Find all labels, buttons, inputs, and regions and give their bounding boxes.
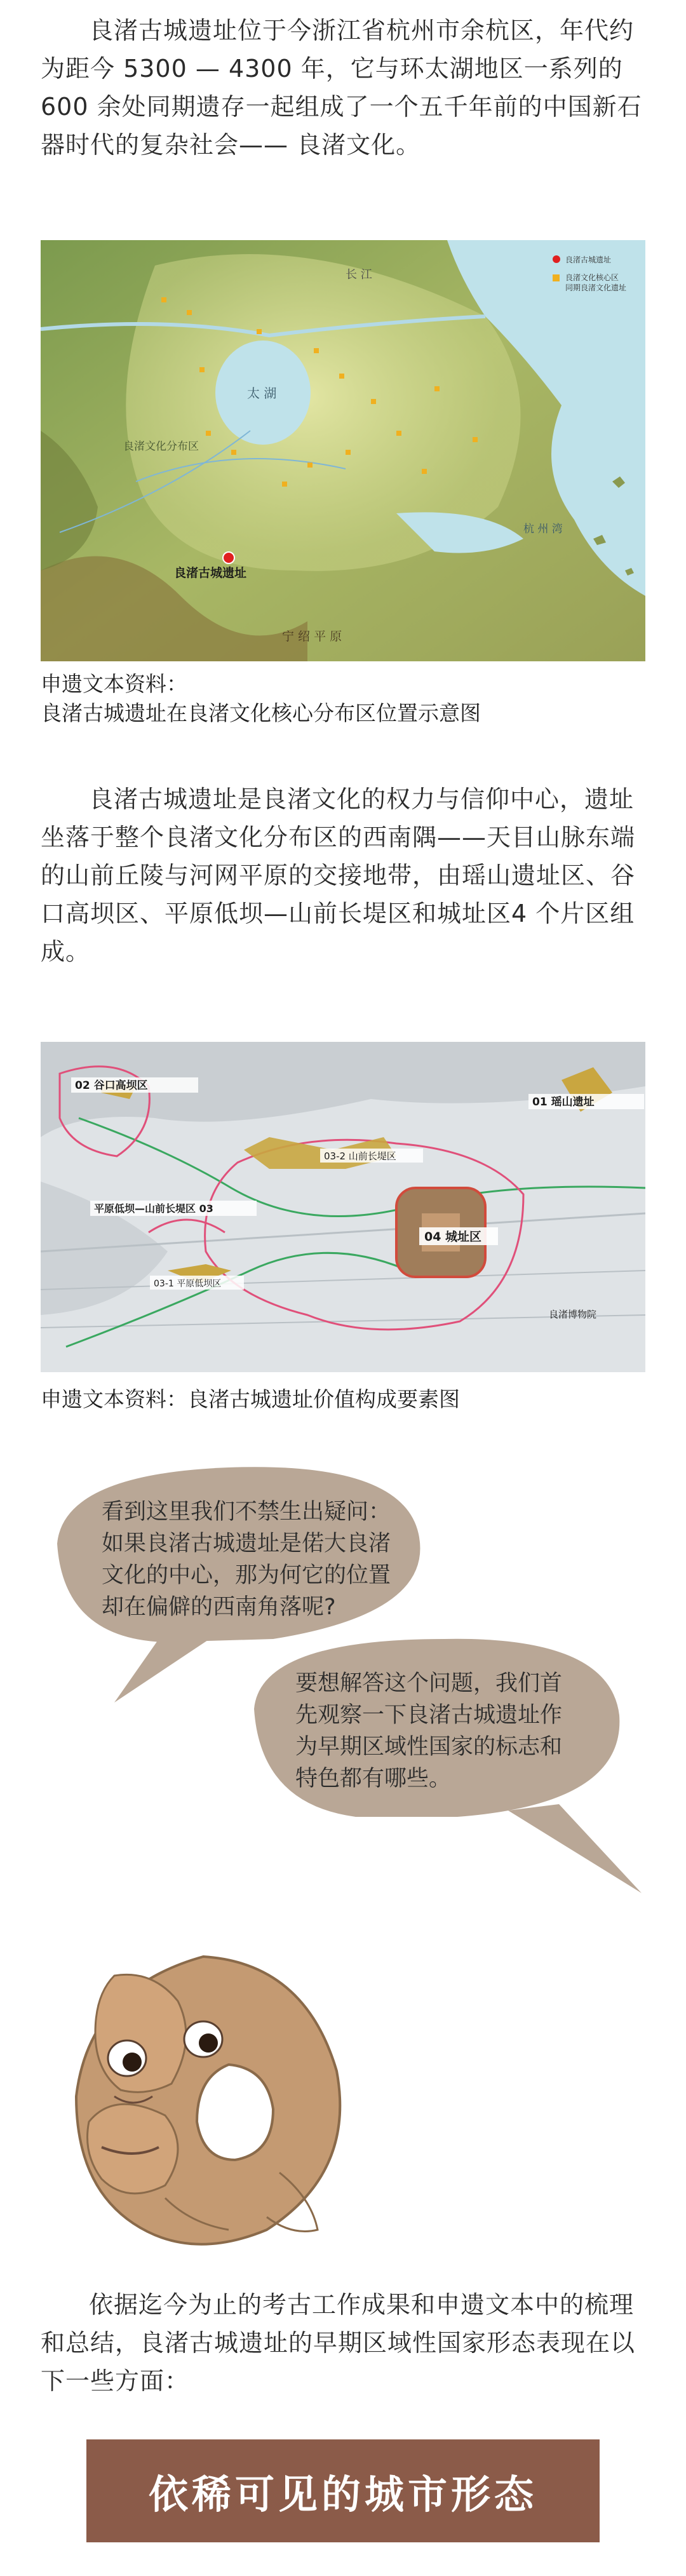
bubble-2-text	[295, 1668, 562, 1795]
section-title: 依稀可见的城市形态	[148, 2471, 537, 2518]
zone-01-label: 01 瑶山遗址	[532, 1096, 595, 1109]
bubble-1-line: 文化的中心，那为何它的位置	[102, 1563, 391, 1588]
distribution-map-graphic	[41, 240, 645, 661]
region-label: 良渚文化分布区	[123, 440, 199, 453]
bubble-1-line: 看到这里我们不禁生出疑问：	[102, 1499, 391, 1525]
final-paragraph: 依据迄今为止的考古工作成果和申遗文本中的梳理和总结，良渚古城遗址的早期区域性国家形态表现在以下一些方面：	[41, 2291, 636, 2395]
river-label: 长 江	[346, 268, 372, 281]
caption-1-line-1: 申遗文本资料：	[41, 671, 187, 696]
lake-label: 太 湖	[247, 386, 277, 401]
site-label: 良渚古城遗址	[174, 566, 247, 580]
value-elements-map-graphic	[41, 1042, 645, 1372]
plain-label: 宁 绍 平 原	[282, 630, 342, 644]
distribution-map	[41, 240, 645, 661]
bubble-1-line: 如果良渚古城遗址是偌大良渚	[102, 1531, 391, 1556]
zone-04-label: 04 城址区	[424, 1230, 482, 1244]
caption-1	[41, 670, 650, 728]
jade-disc-character	[38, 1931, 368, 2262]
caption-1-line-2: 良渚古城遗址在良渚文化核心分布区位置示意图	[41, 701, 481, 725]
zone-03-1-label: 03-1 平原低坝区	[154, 1279, 222, 1289]
bubble-2-line: 要想解答这个问题，我们首	[295, 1671, 563, 1696]
bubble-2-line: 先观察一下良渚古城遗址作	[295, 1703, 563, 1728]
zone-03-2-label: 03-2 山前长堤区	[324, 1150, 396, 1162]
sea-label: 杭 州 湾	[523, 523, 563, 536]
second-paragraph: 良渚古城遗址是良渚文化的权力与信仰中心，遗址坐落于整个良渚文化分布区的西南隅——天目山脉东端的山前丘陵与河网平原的交接地带，由瑶山遗址区、谷口高坝区、平原低坝—山前长堤区和城址区4 个片区组成。	[41, 785, 636, 966]
liangzhu-site-dot	[223, 552, 234, 563]
bubble-2-line: 特色都有哪些。	[295, 1766, 452, 1791]
legend-site: 良渚古城遗址	[565, 255, 612, 264]
section-title-banner	[86, 2439, 600, 2542]
zone-03-label: 平原低坝—山前长堤区 03	[94, 1203, 213, 1215]
legend-sites: 同期良渚文化遗址	[565, 283, 627, 292]
value-elements-map	[41, 1042, 645, 1372]
museum-label: 良渚博物院	[549, 1309, 597, 1320]
zone-02-label: 02 谷口高坝区	[75, 1079, 148, 1092]
intro-paragraph: 良渚古城遗址位于今浙江省杭州市余杭区，年代约为距今 5300 — 4300 年，它与环太湖地区一系列的 600 余处同期遗存一起组成了一个五千年前的中国新石器时代的复杂社会—— 良渚文化。	[41, 17, 642, 159]
legend-core: 良渚文化核心区	[565, 273, 619, 282]
bubble-1-line: 却在偏僻的西南角落呢?	[102, 1595, 336, 1620]
bubble-2-line: 为早期区域性国家的标志和	[295, 1734, 563, 1760]
bubble-1-text	[102, 1496, 391, 1623]
caption-2: 申遗文本资料：良渚古城遗址价值构成要素图	[41, 1387, 460, 1412]
